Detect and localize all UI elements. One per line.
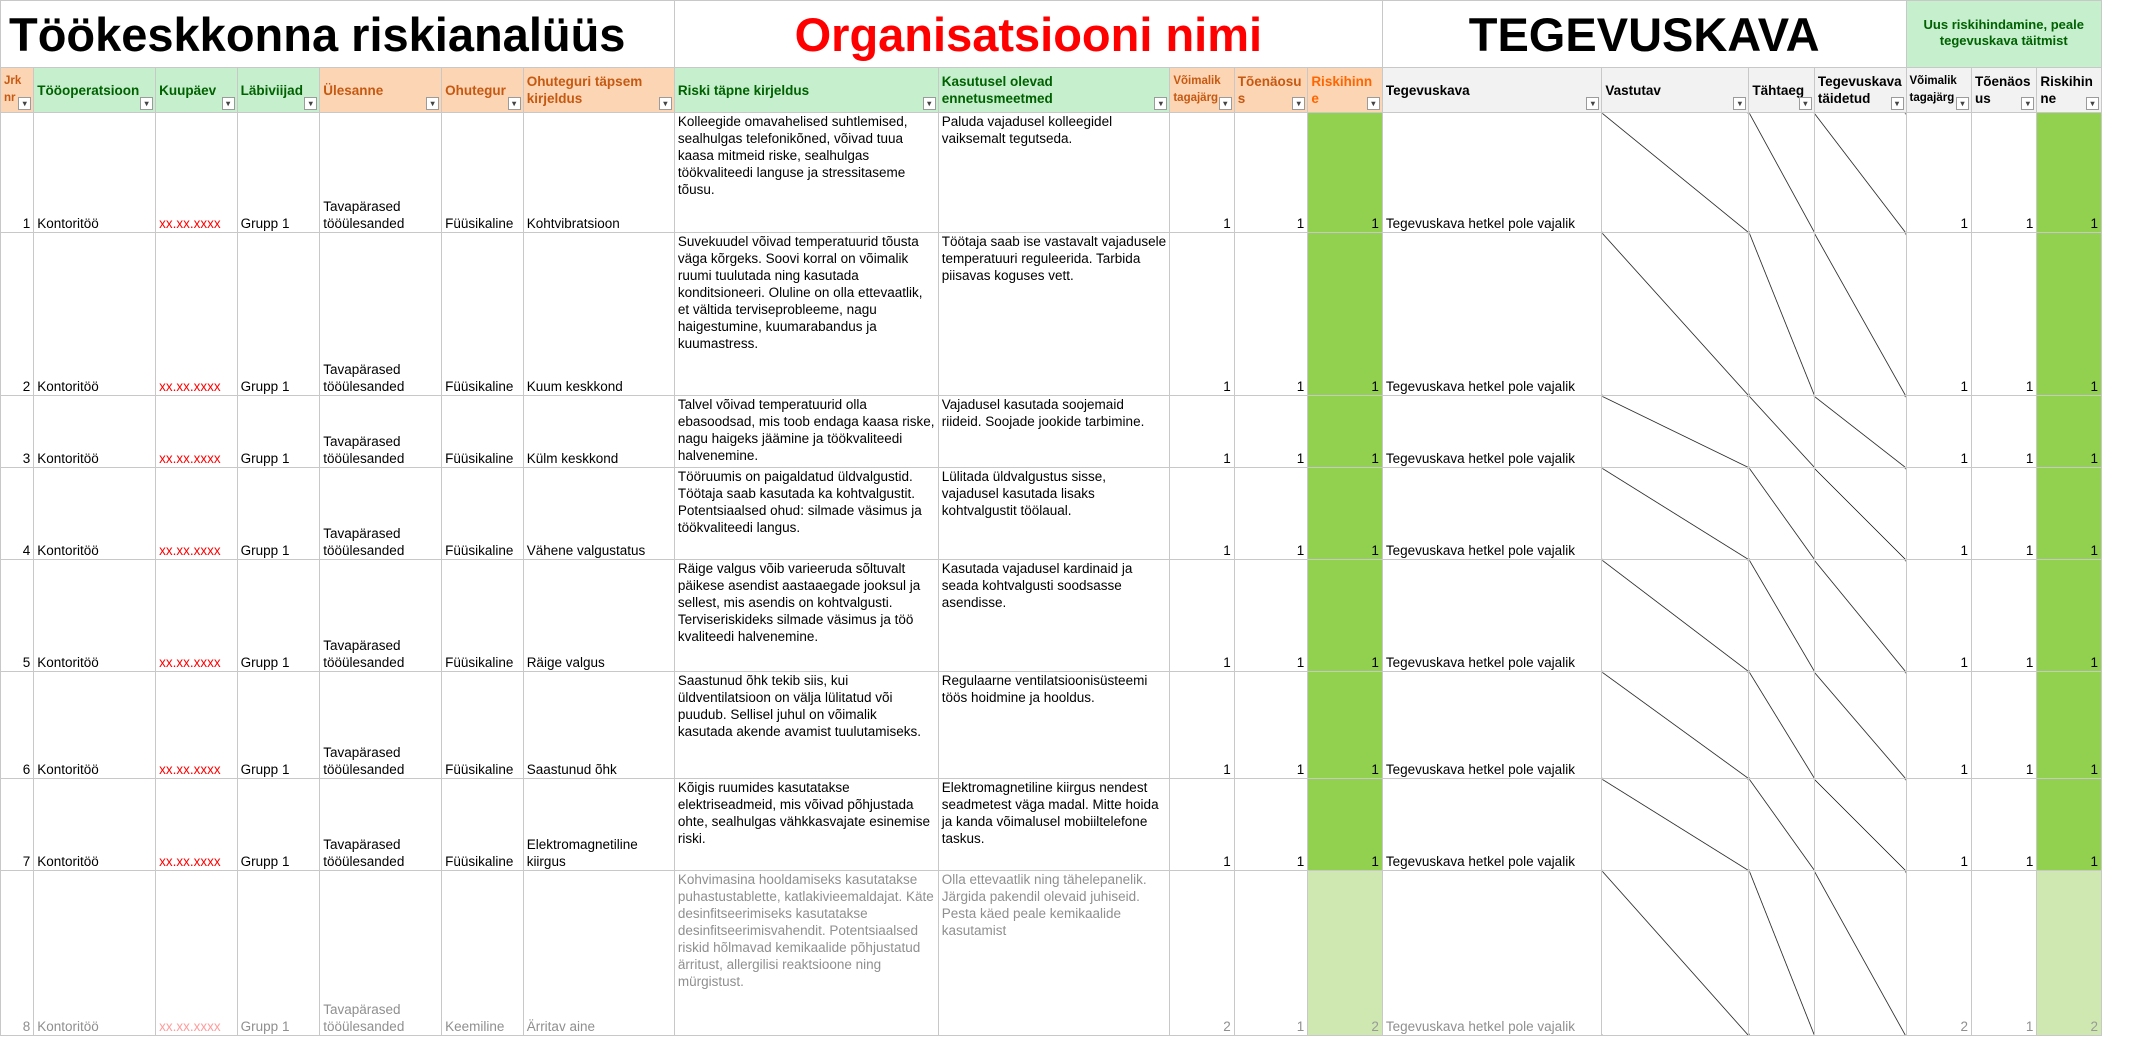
date-cell[interactable]: xx.xx.xxxx xyxy=(156,672,238,779)
risk-score-cell[interactable]: 1 xyxy=(1308,779,1383,871)
header-team[interactable] xyxy=(237,68,320,113)
risk-description-cell[interactable]: Talvel võivad temperatuurid olla ebasoodsad, mis toob endaga kaasa riske, nagu haigeks jäämine ja töökvaliteedi halvenemine. xyxy=(674,396,938,468)
header-completed[interactable] xyxy=(1814,68,1906,113)
filter-dropdown-icon[interactable]: ▾ xyxy=(2021,97,2034,110)
risk-score-cell[interactable]: 2 xyxy=(1308,871,1383,1036)
date-cell[interactable]: xx.xx.xxxx xyxy=(156,113,238,233)
header-nr[interactable] xyxy=(1,68,34,113)
filter-dropdown-icon[interactable]: ▾ xyxy=(304,97,317,110)
header-measures-label: Kasutusel olevad ennetusmeetmed xyxy=(941,74,1053,106)
filter-dropdown-icon[interactable]: ▾ xyxy=(659,97,672,110)
filter-dropdown-icon[interactable]: ▾ xyxy=(508,97,521,110)
team-cell[interactable]: Grupp 1 xyxy=(237,113,320,233)
operation-cell[interactable]: Kontoritöö xyxy=(34,672,156,779)
new-risk-score-cell[interactable]: 1 xyxy=(2037,113,2102,233)
consequence-cell[interactable]: 1 xyxy=(1170,779,1234,871)
new-probability-cell[interactable]: 1 xyxy=(1971,396,2036,468)
measures-cell[interactable]: Kasutada vajadusel kardinaid ja seada kohtvalgusti soodsasse asendisse. xyxy=(938,560,1170,672)
completed-cell[interactable] xyxy=(1814,779,1906,871)
date-cell[interactable]: xx.xx.xxxx xyxy=(156,560,238,672)
header-risk-label: Riskihinne xyxy=(1311,74,1373,106)
measures-cell[interactable]: Töötaja saab ise vastavalt vajadusele temperatuuri reguleerida. Tarbida piisavas koguses vett. xyxy=(938,233,1170,396)
row-number[interactable]: 3 xyxy=(1,396,34,468)
row-number[interactable]: 1 xyxy=(1,113,34,233)
deadline-cell[interactable] xyxy=(1749,871,1814,1036)
risk-score-cell[interactable]: 1 xyxy=(1308,396,1383,468)
probability-cell[interactable]: 1 xyxy=(1234,871,1308,1036)
header-nr-label: Jrk nr xyxy=(4,75,22,104)
responsible-cell[interactable] xyxy=(1602,672,1749,779)
filter-dropdown-icon[interactable]: ▾ xyxy=(426,97,439,110)
header-risk-description[interactable] xyxy=(674,68,938,113)
new-probability-cell[interactable]: 1 xyxy=(1971,672,2036,779)
risk-score-cell[interactable]: 1 xyxy=(1308,233,1383,396)
sheet-title[interactable]: Töökeskkonna riskianalüüs xyxy=(1,1,675,68)
date-cell[interactable]: xx.xx.xxxx xyxy=(156,871,238,1036)
header-task-label: Ülesanne xyxy=(323,82,384,98)
filter-dropdown-icon[interactable]: ▾ xyxy=(1733,97,1746,110)
task-cell[interactable]: Tavapärased tööülesanded xyxy=(320,468,442,560)
new-consequence-cell[interactable]: 1 xyxy=(1906,396,1971,468)
header-new-consequence-label: Võimalik tagajärg xyxy=(1909,75,1957,104)
date-cell[interactable]: xx.xx.xxxx xyxy=(156,396,238,468)
new-risk-score-cell[interactable]: 1 xyxy=(2037,779,2102,871)
filter-dropdown-icon[interactable]: ▾ xyxy=(1891,97,1904,110)
hazard-detail-cell[interactable]: Ärritav aine xyxy=(523,871,674,1036)
header-action-plan[interactable] xyxy=(1382,68,1602,113)
new-probability-cell[interactable]: 1 xyxy=(1971,560,2036,672)
header-measures[interactable] xyxy=(938,68,1170,113)
operation-cell[interactable]: Kontoritöö xyxy=(34,396,156,468)
deadline-cell[interactable] xyxy=(1749,560,1814,672)
hazard-detail-cell[interactable]: Kohtvibratsioon xyxy=(523,113,674,233)
task-cell[interactable]: Tavapärased tööülesanded xyxy=(320,672,442,779)
completed-cell[interactable] xyxy=(1814,113,1906,233)
risk-description-cell[interactable]: Saastunud õhk tekib siis, kui üldventilatsioon on välja lülitatud või puudub. Sellisel juhul on võimalik kasutada akende avamist tuulutamiseks. xyxy=(674,672,938,779)
hazard-detail-cell[interactable]: Räige valgus xyxy=(523,560,674,672)
probability-cell[interactable]: 1 xyxy=(1234,396,1308,468)
new-risk-score-cell[interactable]: 1 xyxy=(2037,396,2102,468)
team-cell[interactable]: Grupp 1 xyxy=(237,779,320,871)
hazard-cell[interactable]: Füüsikaline xyxy=(442,396,524,468)
header-task[interactable] xyxy=(320,68,442,113)
consequence-cell[interactable]: 2 xyxy=(1170,871,1234,1036)
header-probability[interactable] xyxy=(1234,68,1308,113)
filter-dropdown-icon[interactable]: ▾ xyxy=(1367,97,1380,110)
operation-cell[interactable]: Kontoritöö xyxy=(34,233,156,396)
header-operation[interactable] xyxy=(34,68,156,113)
row-number[interactable]: 2 xyxy=(1,233,34,396)
risk-score-cell[interactable]: 1 xyxy=(1308,468,1383,560)
deadline-cell[interactable] xyxy=(1749,233,1814,396)
operation-cell[interactable]: Kontoritöö xyxy=(34,871,156,1036)
new-risk-score-cell[interactable]: 1 xyxy=(2037,560,2102,672)
risk-description-cell[interactable]: Kohvimasina hooldamiseks kasutatakse puhastustablette, katlakivieemaldajat. Käte desinfitseerimiseks kasutatakse desinfitseerimisvahendit. Potentsiaalsed riskid hõlmavad kemikaalide põhjustatud ärritust, allergilisi reaktsioone ning mürgistust. xyxy=(674,871,938,1036)
action-plan-cell[interactable]: Tegevuskava hetkel pole vajalik xyxy=(1382,779,1602,871)
table-row xyxy=(1,672,2102,779)
task-cell[interactable]: Tavapärased tööülesanded xyxy=(320,779,442,871)
risk-description-cell[interactable]: Suvekuudel võivad temperatuurid tõusta väga kõrgeks. Soovi korral on võimalik ruumi tuulutada ning kasutada konditsioneeri. Oluline on olla ettevaatlik, et vältida terviseprobleeme, nagu haigestumine, kuumarabandus ja kuumastress. xyxy=(674,233,938,396)
team-cell[interactable]: Grupp 1 xyxy=(237,233,320,396)
probability-cell[interactable]: 1 xyxy=(1234,560,1308,672)
deadline-cell[interactable] xyxy=(1749,468,1814,560)
hazard-cell[interactable]: Keemiline xyxy=(442,871,524,1036)
measures-cell[interactable]: Olla ettevaatlik ning tähelepanelik. Järgida pakendil olevaid juhiseid. Pesta käed peale kemikaalide kasutamist xyxy=(938,871,1170,1036)
consequence-cell[interactable]: 1 xyxy=(1170,396,1234,468)
table-row xyxy=(1,113,2102,233)
deadline-cell[interactable] xyxy=(1749,672,1814,779)
table-row xyxy=(1,871,2102,1036)
header-probability-label: Tõenäosus xyxy=(1237,74,1302,106)
header-consequence[interactable] xyxy=(1170,68,1234,113)
table-row xyxy=(1,779,2102,871)
new-consequence-cell[interactable]: 1 xyxy=(1906,560,1971,672)
new-risk-score-cell[interactable]: 2 xyxy=(2037,871,2102,1036)
completed-cell[interactable] xyxy=(1814,468,1906,560)
hazard-detail-cell[interactable]: Vähene valgustatus xyxy=(523,468,674,560)
new-consequence-cell[interactable]: 1 xyxy=(1906,233,1971,396)
responsible-cell[interactable] xyxy=(1602,871,1749,1036)
team-cell[interactable]: Grupp 1 xyxy=(237,672,320,779)
risk-description-cell[interactable]: Tööruumis on paigaldatud üldvalgustid. Töötaja saab kasutada ka kohtvalgustit. Potentsiaalsed ohud: silmade väsimus ja töökvaliteedi langus. xyxy=(674,468,938,560)
new-probability-cell[interactable]: 1 xyxy=(1971,871,2036,1036)
action-plan-cell[interactable]: Tegevuskava hetkel pole vajalik xyxy=(1382,871,1602,1036)
table-row xyxy=(1,233,2102,396)
new-consequence-cell[interactable]: 1 xyxy=(1906,113,1971,233)
new-consequence-cell[interactable]: 1 xyxy=(1906,779,1971,871)
action-plan-cell[interactable]: Tegevuskava hetkel pole vajalik xyxy=(1382,560,1602,672)
team-cell[interactable]: Grupp 1 xyxy=(237,871,320,1036)
row-number[interactable]: 4 xyxy=(1,468,34,560)
measures-cell[interactable]: Elektromagnetiline kiirgus nendest seadmetest väga madal. Mitte hoida ja kanda võimalusel mobiiltelefone taskus. xyxy=(938,779,1170,871)
consequence-cell[interactable]: 1 xyxy=(1170,113,1234,233)
risk-description-cell[interactable]: Räige valgus võib varieeruda sõltuvalt päikese asendist aastaaegade jooksul ja sellest, mis asendis on kohtvalgusti. Terviseriskideks silmade väsimus ja töö kvaliteedi halvenemine. xyxy=(674,560,938,672)
consequence-cell[interactable]: 1 xyxy=(1170,672,1234,779)
hazard-cell[interactable]: Füüsikaline xyxy=(442,779,524,871)
action-plan-cell[interactable]: Tegevuskava hetkel pole vajalik xyxy=(1382,396,1602,468)
filter-dropdown-icon[interactable]: ▾ xyxy=(1799,97,1812,110)
team-cell[interactable]: Grupp 1 xyxy=(237,396,320,468)
header-operation-label: Tööoperatsioon xyxy=(37,82,140,98)
measures-cell[interactable]: Paluda vajadusel kolleegidel vaiksemalt tegutseda. xyxy=(938,113,1170,233)
deadline-cell[interactable] xyxy=(1749,779,1814,871)
new-probability-cell[interactable]: 1 xyxy=(1971,113,2036,233)
hazard-detail-cell[interactable]: Elektromagnetiline kiirgus xyxy=(523,779,674,871)
new-consequence-cell[interactable]: 1 xyxy=(1906,672,1971,779)
measures-cell[interactable]: Vajadusel kasutada soojemaid riideid. Soojade jookide tarbimine. xyxy=(938,396,1170,468)
hazard-cell[interactable]: Füüsikaline xyxy=(442,233,524,396)
header-hazard[interactable] xyxy=(442,68,524,113)
task-cell[interactable]: Tavapärased tööülesanded xyxy=(320,871,442,1036)
new-probability-cell[interactable]: 1 xyxy=(1971,233,2036,396)
hazard-cell[interactable]: Füüsikaline xyxy=(442,468,524,560)
filter-dropdown-icon[interactable]: ▾ xyxy=(140,97,153,110)
header-hazard-detail[interactable] xyxy=(523,68,674,113)
probability-cell[interactable]: 1 xyxy=(1234,779,1308,871)
new-risk-score-cell[interactable]: 1 xyxy=(2037,468,2102,560)
organization-name[interactable]: Organisatsiooni nimi xyxy=(674,1,1382,68)
header-date[interactable] xyxy=(156,68,238,113)
filter-dropdown-icon[interactable]: ▾ xyxy=(2086,97,2099,110)
deadline-cell[interactable] xyxy=(1749,396,1814,468)
completed-cell[interactable] xyxy=(1814,560,1906,672)
risk-score-cell[interactable]: 1 xyxy=(1308,672,1383,779)
measures-cell[interactable]: Regulaarne ventilatsioonisüsteemi töös hoidmine ja hooldus. xyxy=(938,672,1170,779)
responsible-cell[interactable] xyxy=(1602,233,1749,396)
filter-dropdown-icon[interactable]: ▾ xyxy=(1219,97,1232,110)
header-new-probability[interactable] xyxy=(1971,68,2036,113)
header-hazard-label: Ohutegur xyxy=(445,82,506,98)
deadline-cell[interactable] xyxy=(1749,113,1814,233)
responsible-cell[interactable] xyxy=(1602,468,1749,560)
consequence-cell[interactable]: 1 xyxy=(1170,468,1234,560)
table-row xyxy=(1,560,2102,672)
probability-cell[interactable]: 1 xyxy=(1234,233,1308,396)
header-deadline[interactable] xyxy=(1749,68,1814,113)
header-consequence-label: Võimalik tagajärg xyxy=(1173,75,1221,104)
completed-cell[interactable] xyxy=(1814,871,1906,1036)
completed-cell[interactable] xyxy=(1814,233,1906,396)
new-probability-cell[interactable]: 1 xyxy=(1971,779,2036,871)
task-cell[interactable]: Tavapärased tööülesanded xyxy=(320,113,442,233)
responsible-cell[interactable] xyxy=(1602,113,1749,233)
risk-description-cell[interactable]: Kolleegide omavahelised suhtlemised, sealhulgas telefonikõned, võivad tuua kaasa mitmeid riske, sealhulgas töökvaliteedi languse ja stressitaseme tõusu. xyxy=(674,113,938,233)
new-risk-score-cell[interactable]: 1 xyxy=(2037,672,2102,779)
hazard-cell[interactable]: Füüsikaline xyxy=(442,672,524,779)
action-plan-cell[interactable]: Tegevuskava hetkel pole vajalik xyxy=(1382,468,1602,560)
header-new-probability-label: Tõenäosus xyxy=(1974,74,2031,106)
operation-cell[interactable]: Kontoritöö xyxy=(34,113,156,233)
date-cell[interactable]: xx.xx.xxxx xyxy=(156,468,238,560)
header-team-label: Läbiviijad xyxy=(240,82,303,98)
operation-cell[interactable]: Kontoritöö xyxy=(34,779,156,871)
hazard-detail-cell[interactable]: Saastunud õhk xyxy=(523,672,674,779)
row-number[interactable]: 7 xyxy=(1,779,34,871)
task-cell[interactable]: Tavapärased tööülesanded xyxy=(320,233,442,396)
filter-dropdown-icon[interactable]: ▾ xyxy=(1292,97,1305,110)
filter-dropdown-icon[interactable]: ▾ xyxy=(923,97,936,110)
table-row xyxy=(1,468,2102,560)
risk-score-cell[interactable]: 1 xyxy=(1308,113,1383,233)
responsible-cell[interactable] xyxy=(1602,779,1749,871)
row-number[interactable]: 8 xyxy=(1,871,34,1036)
filter-dropdown-icon[interactable]: ▾ xyxy=(18,97,31,110)
header-date-label: Kuupäev xyxy=(159,82,217,98)
header-new-risk-label: Riskihinne xyxy=(2040,74,2093,106)
row-number[interactable]: 5 xyxy=(1,560,34,672)
completed-cell[interactable] xyxy=(1814,396,1906,468)
action-plan-cell[interactable]: Tegevuskava hetkel pole vajalik xyxy=(1382,672,1602,779)
team-cell[interactable]: Grupp 1 xyxy=(237,468,320,560)
filter-dropdown-icon[interactable]: ▾ xyxy=(222,97,235,110)
completed-cell[interactable] xyxy=(1814,672,1906,779)
responsible-cell[interactable] xyxy=(1602,396,1749,468)
responsible-cell[interactable] xyxy=(1602,560,1749,672)
probability-cell[interactable]: 1 xyxy=(1234,672,1308,779)
new-probability-cell[interactable]: 1 xyxy=(1971,468,2036,560)
action-plan-cell[interactable]: Tegevuskava hetkel pole vajalik xyxy=(1382,233,1602,396)
date-cell[interactable]: xx.xx.xxxx xyxy=(156,779,238,871)
date-cell[interactable]: xx.xx.xxxx xyxy=(156,233,238,396)
new-risk-score-cell[interactable]: 1 xyxy=(2037,233,2102,396)
header-new-consequence[interactable] xyxy=(1906,68,1971,113)
header-risk-description-label: Riski täpne kirjeldus xyxy=(677,82,810,98)
filter-dropdown-icon[interactable]: ▾ xyxy=(1956,97,1969,110)
header-responsible[interactable] xyxy=(1602,68,1749,113)
table-row xyxy=(1,396,2102,468)
filter-dropdown-icon[interactable]: ▾ xyxy=(1154,97,1167,110)
task-cell[interactable]: Tavapärased tööülesanded xyxy=(320,396,442,468)
header-action-plan-label: Tegevuskava xyxy=(1385,82,1470,98)
filter-dropdown-icon[interactable]: ▾ xyxy=(1586,97,1599,110)
probability-cell[interactable]: 1 xyxy=(1234,113,1308,233)
header-hazard-detail-label: Ohuteguri täpsem kirjeldus xyxy=(526,74,643,106)
task-cell[interactable]: Tavapärased tööülesanded xyxy=(320,560,442,672)
hazard-detail-cell[interactable]: Kuum keskkond xyxy=(523,233,674,396)
hazard-cell[interactable]: Füüsikaline xyxy=(442,560,524,672)
header-completed-label: Tegevuskava täidetud xyxy=(1817,74,1902,106)
new-consequence-cell[interactable]: 1 xyxy=(1906,468,1971,560)
probability-cell[interactable]: 1 xyxy=(1234,468,1308,560)
new-consequence-cell[interactable]: 2 xyxy=(1906,871,1971,1036)
risk-score-cell[interactable]: 1 xyxy=(1308,560,1383,672)
header-risk[interactable] xyxy=(1308,68,1383,113)
measures-cell[interactable]: Lülitada üldvalgustus sisse, vajadusel kasutada lisaks kohtvalgustit töölaual. xyxy=(938,468,1170,560)
risk-description-cell[interactable]: Kõigis ruumides kasutatakse elektriseadmeid, mis võivad põhjustada ohte, sealhulgas vähkkasvajate esinemise riski. xyxy=(674,779,938,871)
action-plan-cell[interactable]: Tegevuskava hetkel pole vajalik xyxy=(1382,113,1602,233)
hazard-cell[interactable]: Füüsikaline xyxy=(442,113,524,233)
operation-cell[interactable]: Kontoritöö xyxy=(34,468,156,560)
action-plan-title[interactable]: TEGEVUSKAVA xyxy=(1382,1,1906,68)
team-cell[interactable]: Grupp 1 xyxy=(237,560,320,672)
operation-cell[interactable]: Kontoritöö xyxy=(34,560,156,672)
row-number[interactable]: 6 xyxy=(1,672,34,779)
hazard-detail-cell[interactable]: Külm keskkond xyxy=(523,396,674,468)
consequence-cell[interactable]: 1 xyxy=(1170,233,1234,396)
header-responsible-label: Vastutav xyxy=(1605,82,1661,98)
header-deadline-label: Tähtaeg xyxy=(1752,82,1805,98)
reassessment-title[interactable]: Uus riskihindamine, peale tegevuskava täitmist xyxy=(1906,1,2102,68)
consequence-cell[interactable]: 1 xyxy=(1170,560,1234,672)
header-new-risk[interactable] xyxy=(2037,68,2102,113)
